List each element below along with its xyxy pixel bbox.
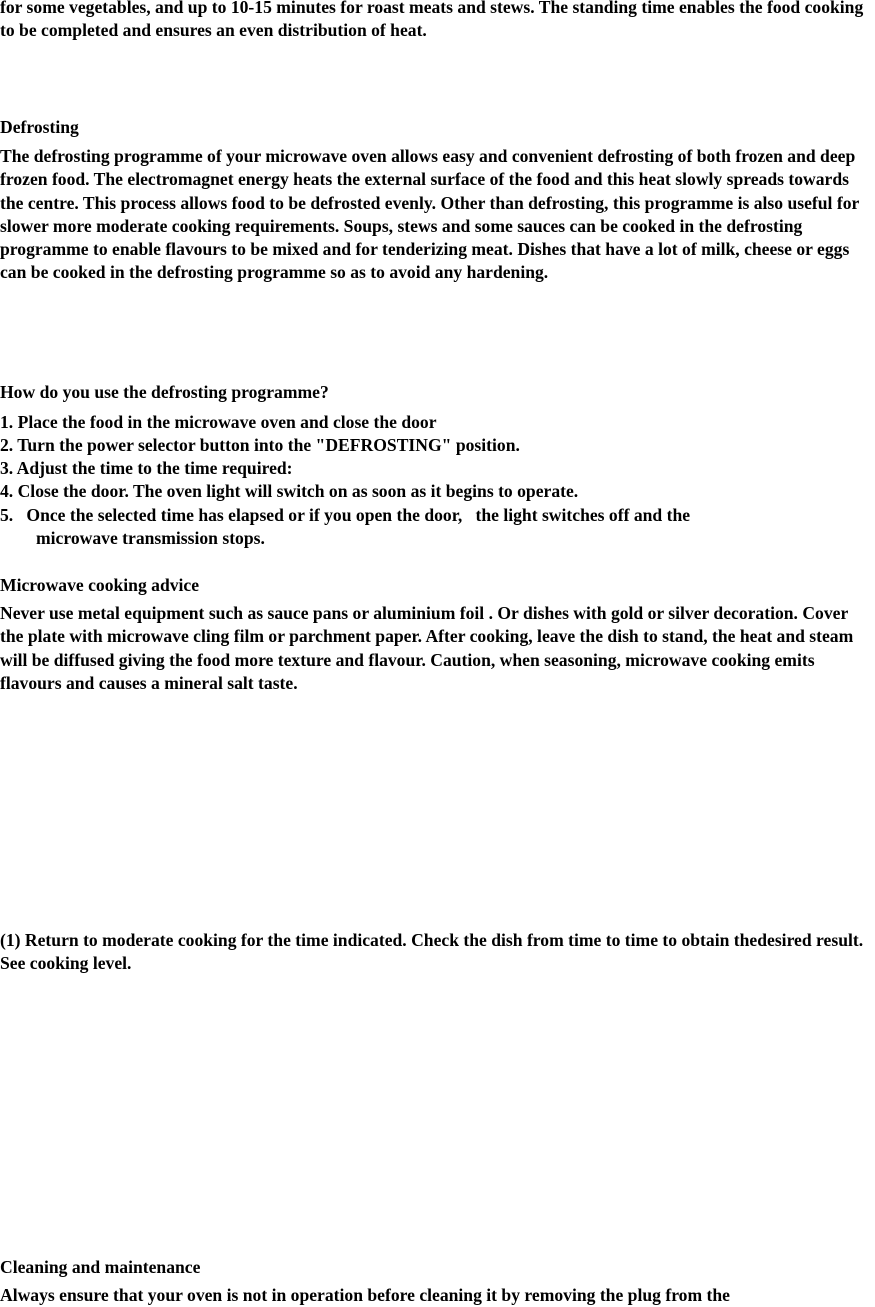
step-item: 1. Place the food in the microwave oven and close the door: [0, 412, 437, 432]
defrosting-heading: Defrosting: [0, 117, 79, 137]
step-item: 2. Turn the power selector button into the "DEFROSTING" position.: [0, 435, 520, 455]
advice-paragraph: Never use metal equipment such as sauce pans or aluminium foil . Or dishes with gold or silver decoration. Cover the plate with microwave cling film or parchment paper. After cooking, leave the dish to stand, the heat and steam will be diffused giving the food more texture and flavour. Caution, when seasoning, microwave cooking emits flavours and causes a mineral salt taste.: [0, 603, 854, 693]
step-item: 5. Once the selected time has elapsed or if you open the door, the light switches off and the: [0, 505, 691, 525]
how-to-heading: How do you use the defrosting programme?: [0, 382, 329, 402]
intro-paragraph: for some vegetables, and up to 10-15 minutes for roast meats and stews. The standing time enables the food cooking to be completed and ensures an even distribution of heat.: [0, 0, 864, 41]
step-item: 4. Close the door. The oven light will switch on as soon as it begins to operate.: [0, 481, 579, 501]
step-item-continuation: microwave transmission stops.: [36, 528, 265, 548]
footnote-paragraph: (1) Return to moderate cooking for the time indicated. Check the dish from time to time to obtain thedesired result. See cooking level.: [0, 930, 864, 974]
advice-heading: Microwave cooking advice: [0, 575, 200, 595]
cleaning-heading: Cleaning and maintenance: [0, 1257, 201, 1277]
defrosting-paragraph: The defrosting programme of your microwave oven allows easy and convenient defrosting of both frozen and deep frozen food. The electromagnet energy heats the external surface of the food and this heat slowly spreads towards the centre. This process allows food to be defrosted evenly. Other than defrosting, this programme is also useful for slower more moderate cooking requirements. Soups, stews and some sauces can be cooked in the defrosting programme to enable flavours to be mixed and for tenderizing meat. Dishes that have a lot of milk, cheese or eggs can be cooked in the defrosting programme so as to avoid any hardening.: [0, 146, 859, 283]
step-item: 3. Adjust the time to the time required:: [0, 458, 293, 478]
cleaning-paragraph: Always ensure that your oven is not in operation before cleaning it by removing the plug from the: [0, 1285, 730, 1305]
